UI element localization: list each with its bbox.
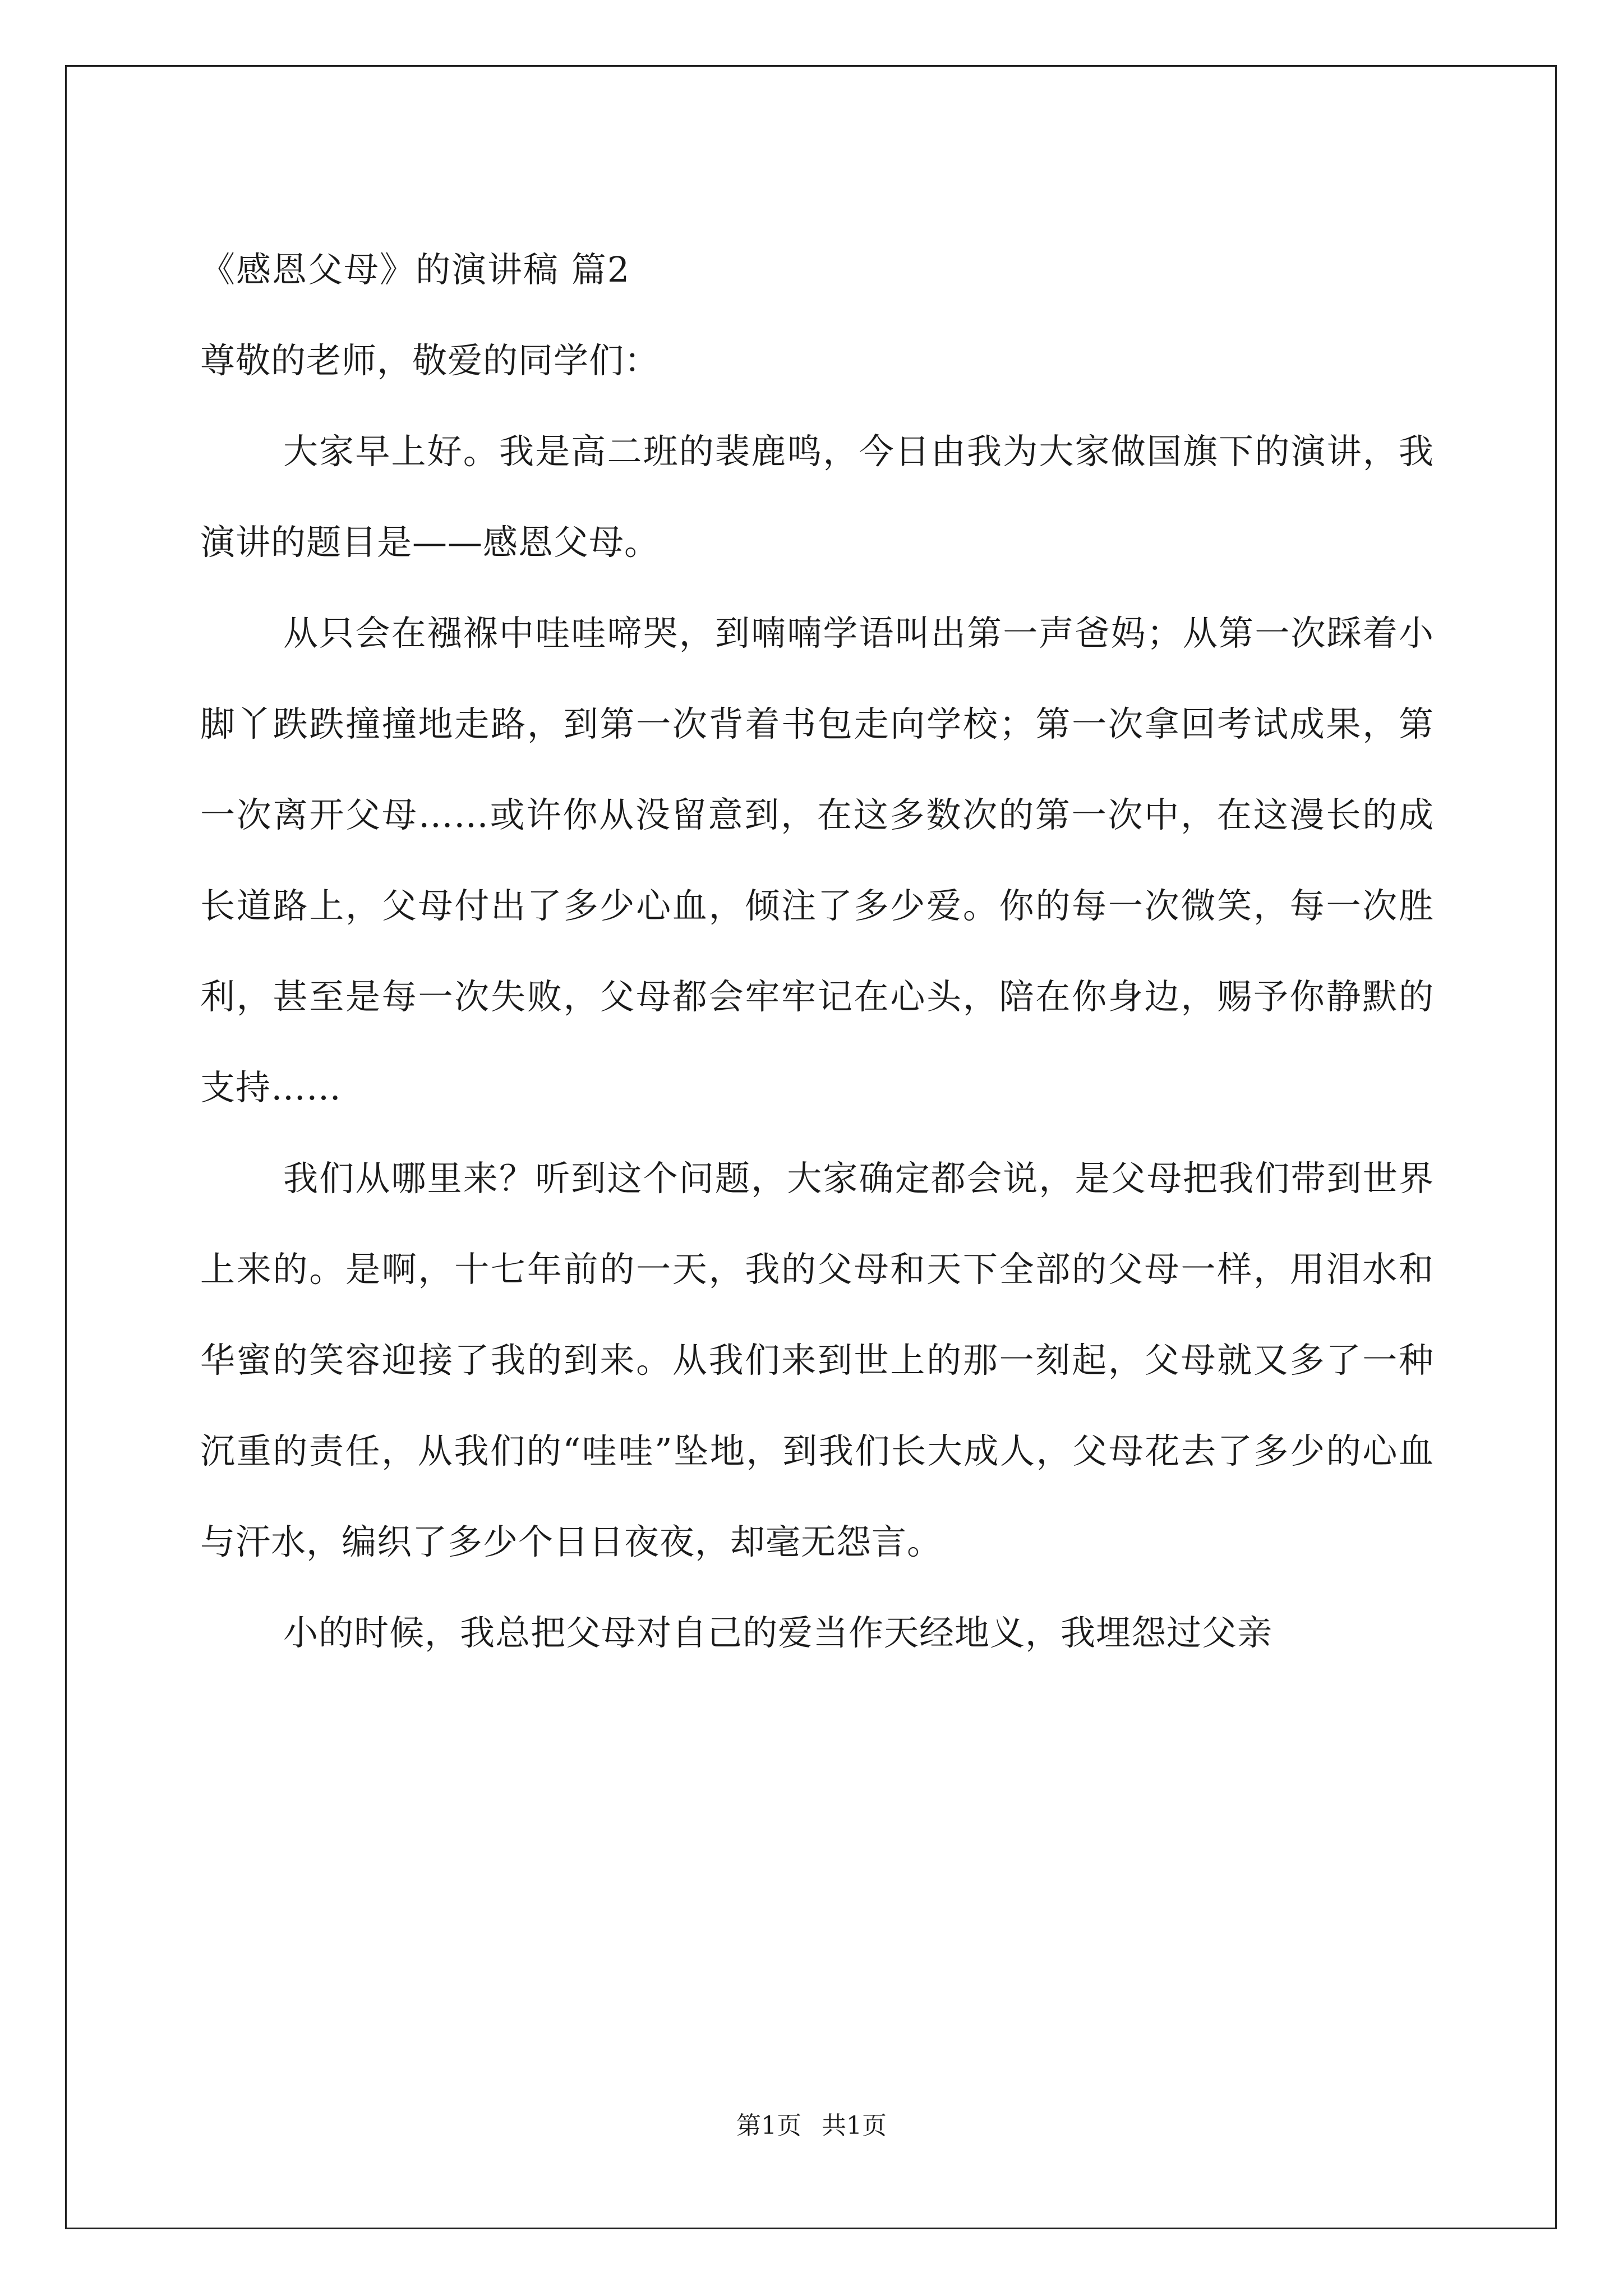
page-number-current: 第1页	[736, 2111, 801, 2140]
page-number-total: 共1页	[822, 2111, 887, 2140]
paragraph: 从只会在襁褓中哇哇啼哭，到喃喃学语叫出第一声爸妈；从第一次踩着小脚丫跌跌撞撞地走路，到第一次背着书包走向学校；第一次拿回考试成果，第一次离开父母……或许你从没留意到，在这多数次的第一次中，在这漫长的成长道路上，父母付出了多少心血，倾注了多少爱。你的每一次微笑，每一次胜利，甚至是每一次失败，父母都会牢牢记在心头，陪在你身边，赐予你静默的支持……	[200, 613, 1434, 1108]
greeting: 尊敬的老师，敬爱的同学们：	[200, 340, 660, 381]
page-footer	[0, 2109, 1623, 2143]
paragraph: 我们从哪里来？听到这个问题，大家确定都会说，是父母把我们带到世界上来的。是啊，十七年前的一天，我的父母和天下全部的父母一样，用泪水和华蜜的笑容迎接了我的到来。从我们来到世上的那一刻起，父母就又多了一种沉重的责任，从我们的“哇哇”坠地，到我们长大成人，父母花去了多少的心血与汗水，编织了多少个日日夜夜，却毫无怨言。	[200, 1158, 1434, 1562]
document-title: 《感恩父母》的演讲稿 篇2	[200, 249, 631, 290]
paragraph: 大家早上好。我是高二班的裴鹿鸣，今日由我为大家做国旗下的演讲，我演讲的题目是——感恩父母。	[200, 431, 1434, 563]
paragraph: 小的时候，我总把父母对自己的爱当作天经地义，我埋怨过父亲	[283, 1612, 1273, 1653]
document-body	[200, 224, 1434, 1678]
